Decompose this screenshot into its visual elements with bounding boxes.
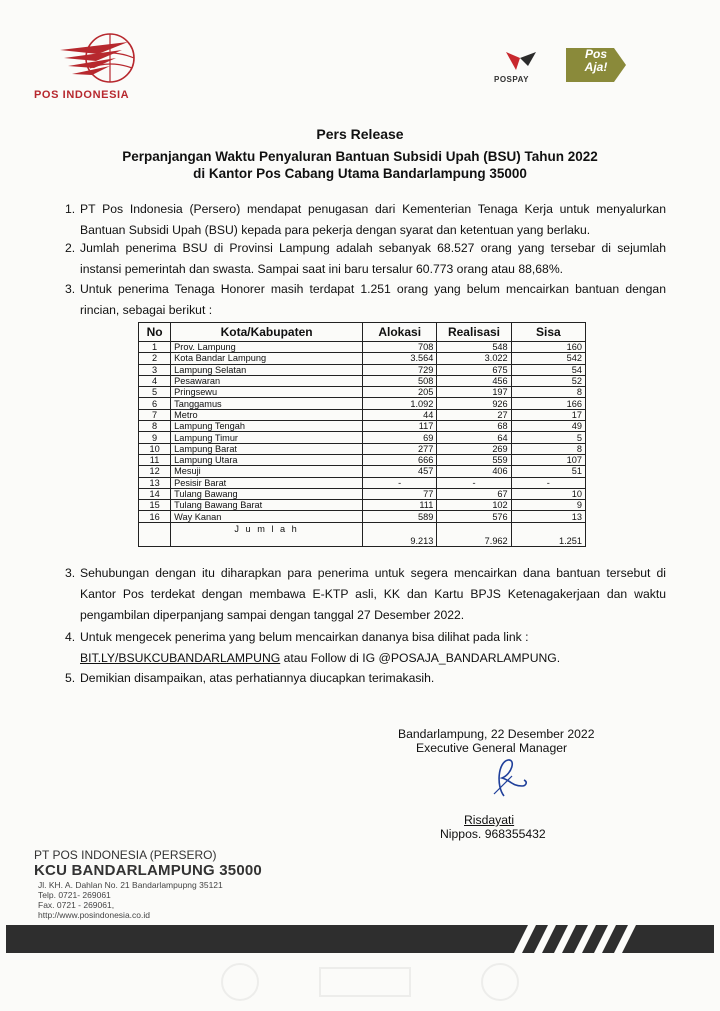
cell-alokasi: 729 [363,364,437,375]
table-row [139,454,586,465]
sign-role: Executive General Manager [416,741,568,755]
cell-realisasi: 3.022 [437,353,511,364]
point-text-after: atau Follow di IG @POSAJA_BANDARLAMPUNG. [280,651,561,665]
footer-branch: KCU BANDARLAMPUNG 35000 [34,862,262,879]
cell-sisa: 542 [511,353,585,364]
cell-alokasi: 77 [363,488,437,499]
table-row [139,398,586,409]
cell-realisasi: 559 [437,454,511,465]
cell-no: 9 [139,432,171,443]
point-2 [65,238,666,280]
cell-alokasi: - [363,477,437,488]
point-text: Jumlah penerima BSU di Provinsi Lampung adalah sebanyak 68.527 orang yang tersebar di sejumlah instansi pemerintah dan swasta. Sampai saat ini baru tersalur 60.773 orang atau 88,68%. [80,241,666,276]
cell-kota: Tulang Bawang [171,488,363,499]
cell-no: 2 [139,353,171,364]
header-sisa: Sisa [511,323,585,342]
cell-sisa: 8 [511,443,585,454]
cell-realisasi: 406 [437,466,511,477]
cell-alokasi: 44 [363,409,437,420]
cell-realisasi: - [437,477,511,488]
sign-place-date: Bandarlampung, 22 Desember 2022 [398,727,595,741]
cell-sisa: 52 [511,375,585,386]
cell-kota: Metro [171,409,363,420]
cell-realisasi: 67 [437,488,511,499]
cell-sisa: 107 [511,454,585,465]
table-row [139,432,586,443]
point-number: 5. [65,671,76,685]
posaja-logo-text [574,48,618,74]
cell-alokasi: 111 [363,500,437,511]
total-label-cell [171,522,363,546]
cell-no: 10 [139,443,171,454]
total-sisa: 1.251 [511,522,585,546]
cell-alokasi: 3.564 [363,353,437,364]
table-row [139,466,586,477]
cell-no: 11 [139,454,171,465]
subtitle-line-1: Perpanjangan Waktu Penyaluran Bantuan Subsidi Upah (BSU) Tahun 2022 [122,149,598,164]
header-realisasi: Realisasi [437,323,511,342]
footer-website[interactable]: http://www.posindonesia.co.id [38,910,150,920]
cell-no: 1 [139,342,171,353]
cell-kota: Pringsewu [171,387,363,398]
cell-no: 14 [139,488,171,499]
total-realisasi: 7.962 [437,522,511,546]
header-kota: Kota/Kabupaten [171,323,363,342]
cell-kota: Tanggamus [171,398,363,409]
subtitle-line-2: di Kantor Pos Cabang Utama Bandarlampung 35000 [193,166,527,181]
table-header-row [139,323,586,342]
table-row [139,500,586,511]
table-row [139,364,586,375]
cell-no: 6 [139,398,171,409]
cell-alokasi: 205 [363,387,437,398]
cell-no: 15 [139,500,171,511]
cell-kota: Lampung Selatan [171,364,363,375]
header-no: No [139,323,171,342]
point-text: Demikian disampaikan, atas perhatiannya diucapkan terimakasih. [80,671,435,685]
point-number: 1. [65,202,76,216]
sign-name: Risdayati [464,813,515,827]
cell-alokasi: 666 [363,454,437,465]
logo-text: POS INDONESIA [34,89,130,101]
point-text: PT Pos Indonesia (Persero) mendapat penugasan dari Kementerian Tenaga Kerja untuk menyalurkan Bantuan Subsidi Upah (BSU) kepada para pekerja dengan syarat dan ketentuan yang berlaku. [80,202,666,237]
point-6 [65,668,666,689]
cell-realisasi: 27 [437,409,511,420]
total-alokasi: 9.213 [363,522,437,546]
cell-realisasi: 576 [437,511,511,522]
point-number: 3. [65,282,76,296]
cell-alokasi: 589 [363,511,437,522]
footer-company: PT POS INDONESIA (PERSERO) [34,848,217,862]
cell-kota: Pesisir Barat [171,477,363,488]
footer-address: Jl. KH. A. Dahlan No. 21 Bandarlampupng 35121 [38,880,223,890]
cell-sisa: 54 [511,364,585,375]
table-row [139,488,586,499]
cell-kota: Prov. Lampung [171,342,363,353]
cell-kota: Mesuji [171,466,363,477]
page-title: Pers Release [316,126,404,142]
total-label: J u m l a h [234,523,299,534]
cell-alokasi: 708 [363,342,437,353]
cell-sisa: 166 [511,398,585,409]
pos-indonesia-logo-icon [58,28,150,90]
cell-no: 3 [139,364,171,375]
posaja-line-2: Aja! [584,60,608,74]
cell-realisasi: 675 [437,364,511,375]
table-row [139,443,586,454]
point-number: 2. [65,241,76,255]
cell-alokasi: 69 [363,432,437,443]
cell-realisasi: 68 [437,421,511,432]
cell-kota: Lampung Tengah [171,421,363,432]
sign-nippos: Nippos. 968355432 [440,827,546,841]
cell-kota: Kota Bandar Lampung [171,353,363,364]
cell-sisa: 8 [511,387,585,398]
cell-kota: Pesawaran [171,375,363,386]
cell-no: 5 [139,387,171,398]
cell-sisa: 49 [511,421,585,432]
bsu-table [138,322,586,547]
cell-sisa: 10 [511,488,585,499]
cell-realisasi: 456 [437,375,511,386]
point-text: Sehubungan dengan itu diharapkan para penerima untuk segera mencairkan dana bantuan tersebut di Kantor Pos terdekat dengan membawa E-KTP asli, KK dan Kartu BPJS Ketenagakerjaan dan waktu pengambilan diperpanjang sampai dengan tanggal 27 Desember 2022. [80,566,666,622]
cell-no: 8 [139,421,171,432]
cell-sisa: - [511,477,585,488]
point-text: Untuk penerima Tenaga Honorer masih terdapat 1.251 orang yang belum mencairkan bantuan dengan rincian, sebagai berikut : [80,282,666,317]
cell-no: 4 [139,375,171,386]
table-row [139,511,586,522]
cell-kota: Tulang Bawang Barat [171,500,363,511]
point-3 [65,279,666,321]
point-4 [65,563,666,626]
table-row [139,477,586,488]
bitly-link[interactable]: BIT.LY/BSUKCUBANDARLAMPUNG [80,651,281,665]
footer-fax: Fax. 0721 - 269061, [38,900,115,910]
footer-stripe-band [6,925,714,953]
pospay-text: POSPAY [494,75,530,84]
cell-sisa: 160 [511,342,585,353]
cell-sisa: 51 [511,466,585,477]
cell-alokasi: 508 [363,375,437,386]
point-number: 4. [65,630,76,644]
footer-telp: Telp. 0721- 269061 [38,890,111,900]
cell-no: 16 [139,511,171,522]
cell-realisasi: 64 [437,432,511,443]
cell-realisasi: 102 [437,500,511,511]
point-1 [65,199,666,241]
table-row [139,409,586,420]
handwritten-signature-icon [482,756,534,798]
header-alokasi: Alokasi [363,323,437,342]
cell-no: 12 [139,466,171,477]
point-number: 3. [65,566,76,580]
pospay-logo-icon [502,48,542,74]
table-row [139,375,586,386]
table-row [139,353,586,364]
total-no-cell [139,522,171,546]
cell-alokasi: 1.092 [363,398,437,409]
cell-no: 13 [139,477,171,488]
cell-no: 7 [139,409,171,420]
cell-alokasi: 457 [363,466,437,477]
cell-sisa: 9 [511,500,585,511]
cell-kota: Way Kanan [171,511,363,522]
table-row [139,421,586,432]
cell-kota: Lampung Utara [171,454,363,465]
watermark-icon [200,960,530,1005]
cell-sisa: 17 [511,409,585,420]
cell-realisasi: 269 [437,443,511,454]
point-5 [65,627,666,669]
cell-realisasi: 926 [437,398,511,409]
cell-alokasi: 277 [363,443,437,454]
cell-realisasi: 548 [437,342,511,353]
cell-kota: Lampung Timur [171,432,363,443]
cell-alokasi: 117 [363,421,437,432]
cell-sisa: 13 [511,511,585,522]
table-body [139,342,586,523]
point-text: Untuk mengecek penerima yang belum mencairkan dananya bisa dilihat pada link : [80,630,529,644]
cell-kota: Lampung Barat [171,443,363,454]
table-row [139,342,586,353]
cell-realisasi: 197 [437,387,511,398]
cell-sisa: 5 [511,432,585,443]
table-row [139,387,586,398]
posaja-line-1: Pos [584,47,607,61]
table-total-row [139,522,586,546]
